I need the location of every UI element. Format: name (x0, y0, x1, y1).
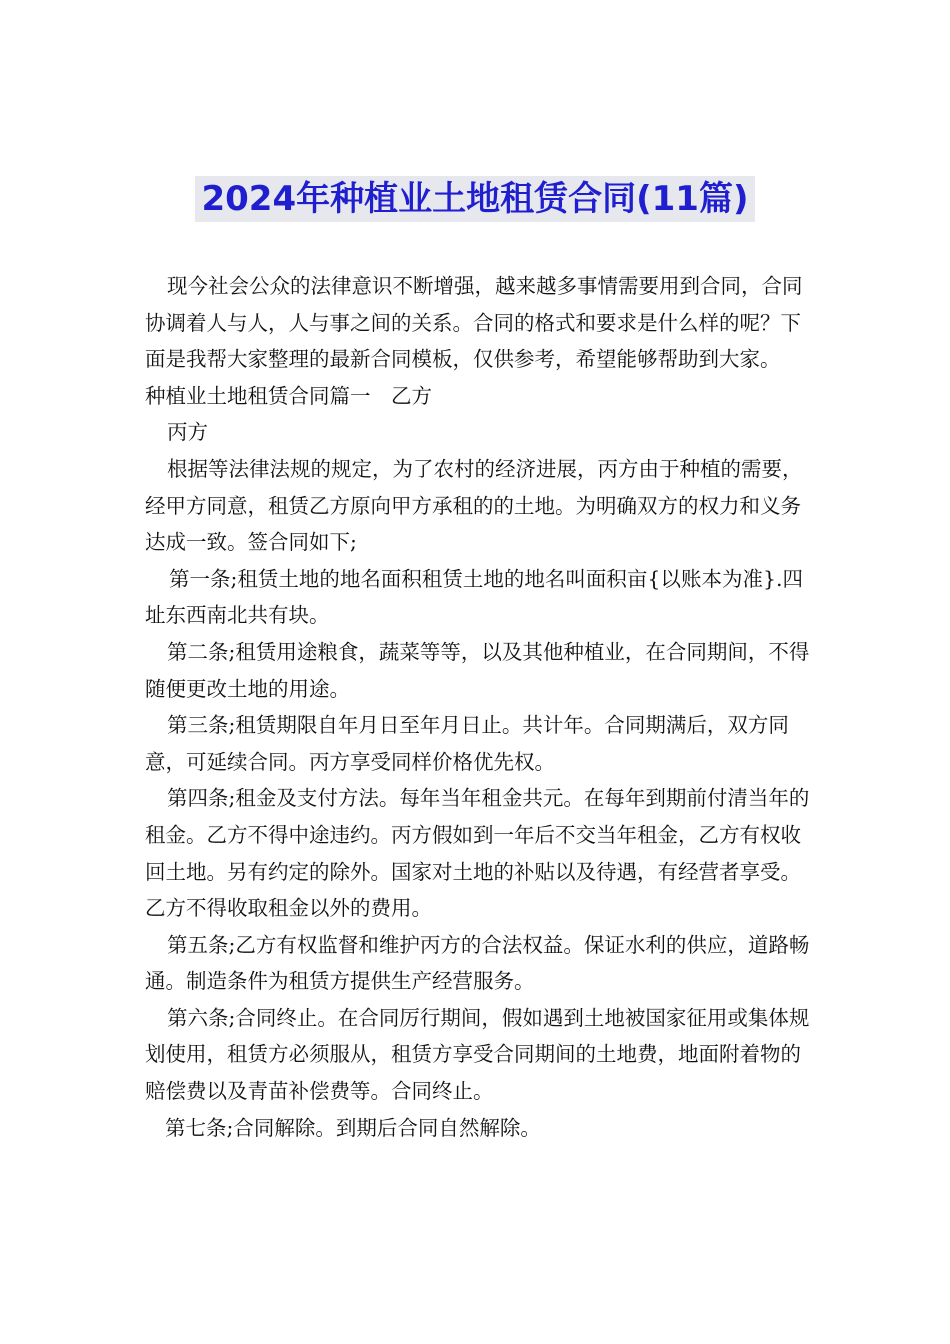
paragraph-section-heading: 种植业土地租赁合同篇一 乙方 (145, 383, 432, 408)
document-body (145, 268, 810, 1146)
paragraph-article-1: 第一条;租赁土地的地名面积租赁土地的地名叫面积亩{以账本为准}.四址东西南北共有块。 (145, 566, 804, 628)
paragraph-article-3: 第三条;租赁期限自年月日至年月日止。共计年。合同期满后，双方同意，可延续合同。丙方享受同样价格优先权。 (145, 713, 789, 774)
title-container (0, 176, 950, 222)
paragraph-article-2: 第二条;租赁用途粮食，蔬菜等等，以及其他种植业，在合同期间，不得随便更改土地的用途。 (145, 639, 810, 701)
paragraph-article-5: 第五条;乙方有权监督和维护丙方的合法权益。保证水利的供应，道路畅通。制造条件为租赁方提供生产经营服务。 (145, 932, 810, 994)
paragraph-intro: 现今社会公众的法律意识不断增强，越来越多事情需要用到合同，合同协调着人与人，人与事之间的关系。合同的格式和要求是什么样的呢？下面是我帮大家整理的最新合同模板，仅供参考，希望能够帮助到大家。 (145, 274, 803, 372)
paragraph-preamble: 根据等法律法规的规定，为了农村的经济进展，丙方由于种植的需要，经甲方同意，租赁乙方原向甲方承租的的土地。为明确双方的权力和义务达成一致。签合同如下; (145, 456, 803, 555)
paragraph-article-4: 第四条;租金及支付方法。每年当年租金共元。在每年到期前付清当年的租金。乙方不得中途违约。丙方假如到一年后不交当年租金，乙方有权收回土地。另有约定的除外。国家对土地的补贴以及待遇，有经营者享受。乙方不得收取租金以外的费用。 (145, 786, 810, 921)
paragraph-party-c: 丙方 (167, 420, 208, 445)
paragraph-article-6: 第六条;合同终止。在合同厉行期间，假如遇到土地被国家征用或集体规划使用，租赁方必须服从，租赁方享受合同期间的土地费，地面附着物的赔偿费以及青苗补偿费等。合同终止。 (145, 1005, 810, 1104)
paragraph-article-7: 第七条;合同解除。到期后合同自然解除。 (165, 1115, 541, 1140)
document-title: 2024年种植业土地租赁合同(11篇) (195, 176, 754, 222)
